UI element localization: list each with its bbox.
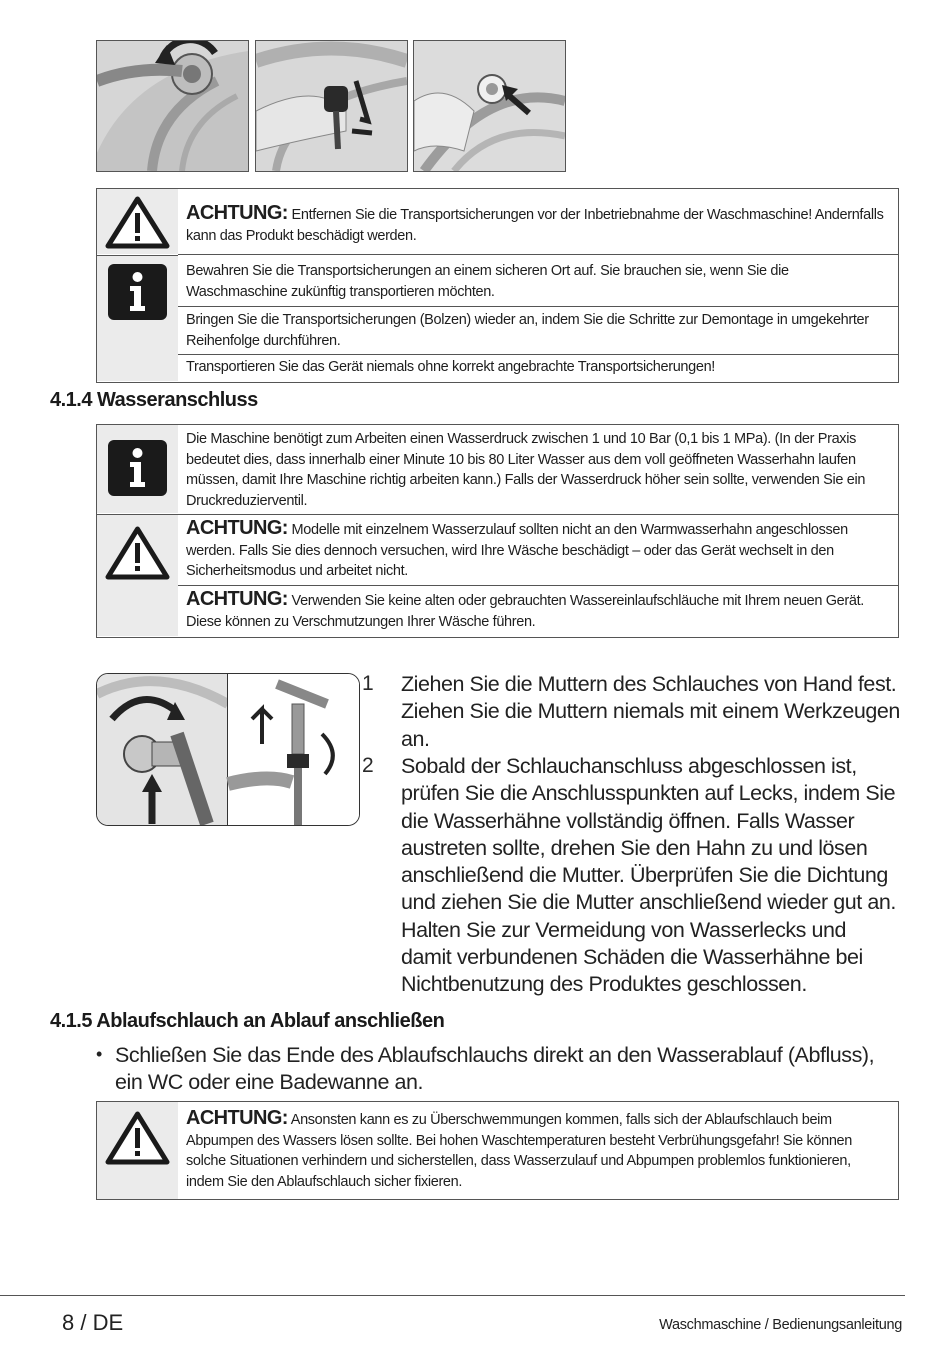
warning-icon-cell [97,189,178,254]
transport-info-text-1: Bewahren Sie die Transportsicherungen an einem sicheren Ort auf. Sie brauchen sie, wenn Sie die Waschmaschine zukünftig transportieren möchten. [186,263,789,300]
info-icon-cell [97,255,178,381]
transport-bolt-photo-1 [96,40,249,172]
warning-triangle-icon [97,515,178,636]
info-icon [97,256,178,381]
old-hose-warning-body: Verwenden Sie keine alten oder gebrauchten Wassereinlaufschläuche mit Ihrem neuen Gerät. Diese können zu Verschmutzungen Ihrer Wäsche führen. [186,593,864,630]
document-title: Waschmaschine / Bedienungsanleitung [659,1317,902,1333]
warning-triangle-icon [97,189,178,254]
step-number-1: 1 [362,672,374,695]
transport-bolt-photo-3 [413,40,566,172]
hose-connection-illustration [96,673,360,826]
footer-divider [0,1295,905,1296]
achtung-label: ACHTUNG: [186,1107,288,1129]
info-icon [97,425,178,513]
drain-hose-instruction: Schließen Sie das Ende des Ablaufschlauchs direkt an den Wasserablauf (Abfluss), ein WC oder eine Badewanne an. [115,1043,875,1095]
transport-bolt-photo-2 [255,40,408,172]
section-heading-414: 4.1.4 Wasseranschluss [50,389,258,411]
transport-info-row-3 [178,354,898,382]
transport-info-row-1 [178,254,898,306]
drain-warning-row [178,1102,898,1199]
achtung-label: ACHTUNG: [186,202,288,224]
drain-warning-box [96,1101,899,1200]
drain-warning-body: Ansonsten kann es zu Überschwemmungen kommen, falls sich der Ablaufschlauch beim Abpumpen des Wassers lösen sollte. Bei hohen Waschtemperaturen besteht Verbrühungsgefahr! Sie können solche Situationen verhindern und sicherstellen, dass Wasserzulauf und Abpumpen problemlos funktionieren, indem Sie den Ablaufschlauch sicher fixieren. [186,1112,852,1190]
transport-warning-box [96,188,899,383]
step-number-2: 2 [362,754,374,777]
warning-icon-cell [97,514,178,636]
water-warning-row-2 [178,585,898,636]
water-connection-box [96,424,899,638]
hot-water-warning-body: Modelle mit einzelnem Wasserzulauf sollten nicht an den Warmwasserhahn angeschlossen werden. Falls Sie dies dennoch versuchen, wird Ihre Wäsche beschädigt – oder das Gerät wechselt in den Sicherheitsmodus und arbeitet nicht. [186,522,848,579]
transport-info-row-2 [178,306,898,354]
transport-info-text-2: Bringen Sie die Transportsicherungen (Bolzen) wieder an, indem Sie die Schritte zur Demontage in umgekehrter Reihenfolge durchführen. [186,312,869,349]
step-text-1: Ziehen Sie die Muttern des Schlauches von Hand fest. Ziehen Sie die Muttern niemals mit einem Werkzeugen an. [401,672,900,751]
transport-warning-text [186,203,890,246]
water-info-row [178,425,898,513]
transport-info-text-3: Transportieren Sie das Gerät niemals ohne korrekt angebrachte Transportsicherungen! [186,359,715,375]
hot-water-warning-text [186,518,890,582]
warning-triangle-icon [97,1102,178,1199]
water-pressure-info: Die Maschine benötigt zum Arbeiten einen Wasserdruck zwischen 1 und 10 Bar (0,1 bis 1 MPa). (In der Praxis bedeutet dies, dass innerhalb einer Minute 10 bis 80 Liter Wasser aus dem voll geöffneten Wasserhahn laufen müssen, damit Ihre Maschine richtig arbeiten kann.) Falls der Wasserdruck höher sein sollte, verwenden Sie ein Druckreduzierventil. [186,431,866,509]
transport-warning-body: Entfernen Sie die Transportsicherungen vor der Inbetriebnahme der Waschmaschine! Andernfalls kann das Produkt beschädigt werden. [186,207,884,244]
info-icon-cell [97,425,178,513]
bullet-marker: • [96,1044,103,1064]
page-number: 8 / DE [62,1310,124,1335]
warning-icon-cell [97,1102,178,1199]
drain-warning-text [186,1108,890,1192]
water-warning-row-1 [178,514,898,586]
achtung-label: ACHTUNG: [186,588,288,610]
step-text-2: Sobald der Schlauchanschluss abgeschlossen ist, prüfen Sie die Anschlusspunkten auf Lecks, indem Sie die Wasserhähne vollständig öffnen. Falls Wasser austreten sollte, drehen Sie den Hahn zu und lösen anschließend die Mutter. Überprüfen Sie die Dichtung und ziehen Sie die Mutter anschließend wieder gut an. Halten Sie zur Vermeidung von Wasserlecks und damit verbundenen Schäden die Wasserhähne bei Nichtbenutzung des Produktes geschlossen. [401,754,896,997]
transport-warning-row [178,189,898,254]
achtung-label: ACHTUNG: [186,517,288,539]
section-heading-415: 4.1.5 Ablaufschlauch an Ablauf anschließen [50,1010,445,1032]
old-hose-warning-text [186,589,890,632]
